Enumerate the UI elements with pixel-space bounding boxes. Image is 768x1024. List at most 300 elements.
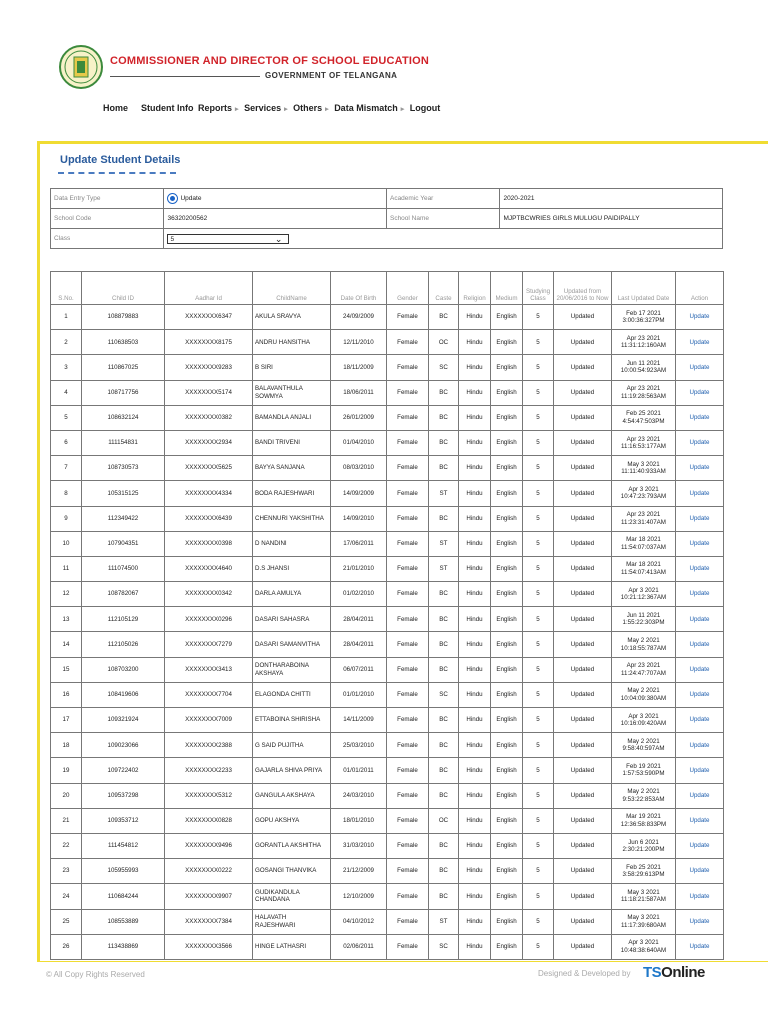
table-cell: Updated xyxy=(554,632,612,657)
table-cell: English xyxy=(491,531,523,556)
table-cell: SC xyxy=(429,355,459,380)
update-link[interactable]: Update xyxy=(676,783,724,808)
table-cell: XXXXXXXX0828 xyxy=(165,808,253,833)
table-cell: 110684244 xyxy=(82,884,165,909)
table-cell: English xyxy=(491,607,523,632)
child-name-cell: HALAVATH RAJESHWARI xyxy=(253,909,331,934)
org-title: COMMISSIONER AND DIRECTOR OF SCHOOL EDUCATION xyxy=(110,55,430,67)
table-cell: English xyxy=(491,758,523,783)
table-row xyxy=(51,859,724,884)
table-cell: 5 xyxy=(523,682,554,707)
table-cell: 111154831 xyxy=(82,430,165,455)
table-cell: Mar 19 2021 12:36:58:833PM xyxy=(612,808,676,833)
table-row xyxy=(51,632,724,657)
table-cell: English xyxy=(491,909,523,934)
table-cell: Female xyxy=(387,758,429,783)
table-cell: 08/03/2010 xyxy=(331,456,387,481)
class-select[interactable] xyxy=(167,234,289,244)
update-link[interactable]: Update xyxy=(676,657,724,682)
table-cell: 15 xyxy=(51,657,82,682)
table-cell: Updated xyxy=(554,380,612,405)
table-cell: ST xyxy=(429,909,459,934)
column-header: Last Updated Date xyxy=(612,272,676,305)
nav-logout[interactable]: Logout xyxy=(409,103,441,113)
table-cell: Feb 25 2021 4:54:47:503PM xyxy=(612,405,676,430)
table-cell: Updated xyxy=(554,783,612,808)
table-cell: Female xyxy=(387,859,429,884)
column-header: Date Of Birth xyxy=(331,272,387,305)
table-cell: Updated xyxy=(554,833,612,858)
table-cell: 25/03/2010 xyxy=(331,733,387,758)
table-cell: 5 xyxy=(523,531,554,556)
table-cell: 108730573 xyxy=(82,456,165,481)
table-cell: Updated xyxy=(554,733,612,758)
table-row xyxy=(51,582,724,607)
table-cell: BC xyxy=(429,430,459,455)
table-cell: English xyxy=(491,355,523,380)
table-row xyxy=(51,833,724,858)
table-cell: Updated xyxy=(554,859,612,884)
child-name-cell: G SAID PUJITHA xyxy=(253,733,331,758)
table-cell: 5 xyxy=(523,506,554,531)
table-cell: Female xyxy=(387,708,429,733)
child-name-cell: ELAGONDA CHITTI xyxy=(253,682,331,707)
column-header: Gender xyxy=(387,272,429,305)
column-header: S.No. xyxy=(51,272,82,305)
table-cell: Female xyxy=(387,909,429,934)
column-header: ChildName xyxy=(253,272,331,305)
table-cell: XXXXXXXX2233 xyxy=(165,758,253,783)
child-name-cell: GOSANGI THANVIKA xyxy=(253,859,331,884)
table-cell: XXXXXXXX0222 xyxy=(165,859,253,884)
table-cell: Hindu xyxy=(459,657,491,682)
table-cell: BC xyxy=(429,632,459,657)
nav-home[interactable]: Home xyxy=(103,103,129,113)
update-link[interactable]: Update xyxy=(676,733,724,758)
table-cell: BC xyxy=(429,783,459,808)
table-row xyxy=(51,430,724,455)
table-cell: English xyxy=(491,733,523,758)
class-select-value: 5 xyxy=(170,235,175,243)
table-cell: Updated xyxy=(554,531,612,556)
update-link[interactable]: Update xyxy=(676,909,724,934)
table-cell: Apr 3 2021 10:47:23:793AM xyxy=(612,481,676,506)
table-cell: English xyxy=(491,506,523,531)
table-cell: Feb 25 2021 3:58:29:613PM xyxy=(612,859,676,884)
table-cell: 24/03/2010 xyxy=(331,783,387,808)
table-cell: SC xyxy=(429,682,459,707)
filter-form xyxy=(50,188,723,249)
table-row xyxy=(51,909,724,934)
table-cell: English xyxy=(491,783,523,808)
table-cell: 14/11/2009 xyxy=(331,708,387,733)
table-cell: 21/01/2010 xyxy=(331,556,387,581)
table-cell: Updated xyxy=(554,884,612,909)
update-radio-label: Update xyxy=(180,195,202,203)
table-cell: 22 xyxy=(51,833,82,858)
table-cell: English xyxy=(491,808,523,833)
table-cell: English xyxy=(491,330,523,355)
nav-others[interactable]: Others xyxy=(293,103,323,113)
column-header: Aadhar Id xyxy=(165,272,253,305)
table-cell: Hindu xyxy=(459,405,491,430)
table-cell: 5 xyxy=(523,481,554,506)
child-name-cell: GAJARLA SHIVA PRIYA xyxy=(253,758,331,783)
table-cell: 111454812 xyxy=(82,833,165,858)
table-cell: Apr 23 2021 11:31:12:160AM xyxy=(612,330,676,355)
column-header: Medium xyxy=(491,272,523,305)
table-cell: Updated xyxy=(554,682,612,707)
table-cell: Female xyxy=(387,682,429,707)
table-cell: 12/11/2010 xyxy=(331,330,387,355)
tsonline-logo[interactable] xyxy=(643,964,705,981)
column-header: Action xyxy=(676,272,724,305)
child-name-cell: D NANDINI xyxy=(253,531,331,556)
table-cell: Female xyxy=(387,556,429,581)
column-header: Religion xyxy=(459,272,491,305)
update-link[interactable]: Update xyxy=(676,859,724,884)
table-cell: 5 xyxy=(523,632,554,657)
table-cell: 7 xyxy=(51,456,82,481)
table-cell: Female xyxy=(387,783,429,808)
table-cell: 01/04/2010 xyxy=(331,430,387,455)
copyright-text: © All Copy Rights Reserved xyxy=(46,970,145,979)
update-link[interactable]: Update xyxy=(676,506,724,531)
table-cell: 1 xyxy=(51,305,82,330)
caret-right-icon: ▸ xyxy=(284,106,288,113)
table-row xyxy=(51,380,724,405)
main-panel xyxy=(37,141,768,961)
update-link[interactable]: Update xyxy=(676,330,724,355)
table-cell: Female xyxy=(387,330,429,355)
column-header: Caste xyxy=(429,272,459,305)
table-cell: May 2 2021 9:58:40:597AM xyxy=(612,733,676,758)
child-name-cell: GOPU AKSHYA xyxy=(253,808,331,833)
table-cell: 112105026 xyxy=(82,632,165,657)
table-cell: Updated xyxy=(554,405,612,430)
column-header: Updated from 20/06/2016 to Now xyxy=(554,272,612,305)
update-link[interactable]: Update xyxy=(676,380,724,405)
table-row xyxy=(51,758,724,783)
table-cell: Female xyxy=(387,481,429,506)
table-cell: 12 xyxy=(51,582,82,607)
school-name-value: MJPTBCWRIES GIRLS MULUGU PAIDIPALLY xyxy=(500,209,723,229)
table-cell: Updated xyxy=(554,909,612,934)
table-cell: Female xyxy=(387,456,429,481)
table-cell: 13 xyxy=(51,607,82,632)
table-cell: Updated xyxy=(554,506,612,531)
table-cell: 16 xyxy=(51,682,82,707)
table-cell: 18/11/2009 xyxy=(331,355,387,380)
table-cell: Hindu xyxy=(459,330,491,355)
student-table-wrap xyxy=(50,271,723,960)
table-cell: XXXXXXXX0382 xyxy=(165,405,253,430)
table-cell: Hindu xyxy=(459,481,491,506)
table-cell: 18/01/2010 xyxy=(331,808,387,833)
table-cell: 14/09/2010 xyxy=(331,506,387,531)
table-cell: BC xyxy=(429,859,459,884)
table-cell: English xyxy=(491,456,523,481)
table-cell: 23 xyxy=(51,859,82,884)
update-link[interactable]: Update xyxy=(676,682,724,707)
table-cell: 9 xyxy=(51,506,82,531)
child-name-cell: BAMANDLA ANJALI xyxy=(253,405,331,430)
table-cell: English xyxy=(491,657,523,682)
table-cell: 17/06/2011 xyxy=(331,531,387,556)
table-cell: 5 xyxy=(523,833,554,858)
table-cell: XXXXXXXX0342 xyxy=(165,582,253,607)
table-cell: 5 xyxy=(523,783,554,808)
table-cell: Hindu xyxy=(459,531,491,556)
update-link[interactable]: Update xyxy=(676,430,724,455)
table-row xyxy=(51,506,724,531)
table-cell: XXXXXXXX2388 xyxy=(165,733,253,758)
table-cell: Hindu xyxy=(459,859,491,884)
column-header: Child ID xyxy=(82,272,165,305)
table-cell: SC xyxy=(429,934,459,959)
table-cell: Female xyxy=(387,506,429,531)
table-cell: 108419606 xyxy=(82,682,165,707)
table-cell: May 3 2021 11:17:39:680AM xyxy=(612,909,676,934)
table-cell: XXXXXXXX5625 xyxy=(165,456,253,481)
table-cell: ST xyxy=(429,531,459,556)
update-link[interactable]: Update xyxy=(676,833,724,858)
table-cell: 110638503 xyxy=(82,330,165,355)
update-link[interactable]: Update xyxy=(676,708,724,733)
table-cell: 26 xyxy=(51,934,82,959)
child-name-cell: AKULA SRAVYA xyxy=(253,305,331,330)
table-cell: XXXXXXXX7009 xyxy=(165,708,253,733)
table-cell: ST xyxy=(429,556,459,581)
child-name-cell: DASARI SAHASRA xyxy=(253,607,331,632)
nav-reports[interactable]: Reports xyxy=(198,103,233,113)
table-cell: Female xyxy=(387,884,429,909)
table-cell: English xyxy=(491,405,523,430)
nav-spacer xyxy=(134,106,136,113)
table-cell: Female xyxy=(387,405,429,430)
table-cell: Female xyxy=(387,657,429,682)
table-row xyxy=(51,682,724,707)
child-name-cell: GORANTLA AKSHITHA xyxy=(253,833,331,858)
caret-right-icon: ▸ xyxy=(235,106,239,113)
table-cell: 109722402 xyxy=(82,758,165,783)
child-name-cell: BANDI TRIVENI xyxy=(253,430,331,455)
child-name-cell: BAYYA SANJANA xyxy=(253,456,331,481)
table-cell: 105955993 xyxy=(82,859,165,884)
table-cell: Updated xyxy=(554,758,612,783)
table-cell: 25 xyxy=(51,909,82,934)
child-name-cell: D.S JHANSI xyxy=(253,556,331,581)
table-cell: Apr 23 2021 11:23:31:407AM xyxy=(612,506,676,531)
table-cell: Jun 11 2021 10:00:54:923AM xyxy=(612,355,676,380)
child-name-cell: DASARI SAMANVITHA xyxy=(253,632,331,657)
table-row xyxy=(51,531,724,556)
table-cell: Hindu xyxy=(459,506,491,531)
table-cell: 5 xyxy=(523,607,554,632)
table-cell: English xyxy=(491,884,523,909)
table-cell: 109023066 xyxy=(82,733,165,758)
table-cell: BC xyxy=(429,405,459,430)
footer-divider xyxy=(37,961,768,962)
table-cell: English xyxy=(491,859,523,884)
table-cell: Female xyxy=(387,808,429,833)
table-header-row xyxy=(51,272,724,305)
table-cell: Jun 11 2021 1:55:22:303PM xyxy=(612,607,676,632)
table-cell: Updated xyxy=(554,556,612,581)
table-cell: Hindu xyxy=(459,556,491,581)
table-cell: May 3 2021 11:11:40:933AM xyxy=(612,456,676,481)
table-cell: 112349422 xyxy=(82,506,165,531)
table-cell: 01/02/2010 xyxy=(331,582,387,607)
table-cell: 21 xyxy=(51,808,82,833)
table-cell: Apr 23 2021 11:16:53:177AM xyxy=(612,430,676,455)
table-cell: XXXXXXXX7704 xyxy=(165,682,253,707)
child-name-cell: BODA RAJESHWARI xyxy=(253,481,331,506)
table-cell: Hindu xyxy=(459,884,491,909)
table-cell: Updated xyxy=(554,330,612,355)
table-cell: XXXXXXXX5312 xyxy=(165,783,253,808)
table-cell: Hindu xyxy=(459,783,491,808)
column-header: Studying Class xyxy=(523,272,554,305)
table-cell: XXXXXXXX2934 xyxy=(165,430,253,455)
table-cell: 11 xyxy=(51,556,82,581)
table-cell: OC xyxy=(429,330,459,355)
data-entry-type-label: Data Entry Type xyxy=(51,189,164,209)
table-cell: XXXXXXXX3566 xyxy=(165,934,253,959)
table-cell: English xyxy=(491,682,523,707)
table-cell: 14/09/2009 xyxy=(331,481,387,506)
table-cell: English xyxy=(491,708,523,733)
table-cell: XXXXXXXX6347 xyxy=(165,305,253,330)
table-cell: Hindu xyxy=(459,456,491,481)
nav-student-info[interactable]: Student Info xyxy=(141,103,194,113)
student-table xyxy=(50,271,724,960)
table-row xyxy=(51,607,724,632)
table-cell: 10 xyxy=(51,531,82,556)
chevron-down-icon: ⌄ xyxy=(274,233,283,244)
table-cell: 17 xyxy=(51,708,82,733)
table-cell: 112105129 xyxy=(82,607,165,632)
table-cell: May 3 2021 11:18:21:587AM xyxy=(612,884,676,909)
update-link[interactable]: Update xyxy=(676,481,724,506)
table-cell: 109321924 xyxy=(82,708,165,733)
update-link[interactable]: Update xyxy=(676,632,724,657)
table-cell: 5 xyxy=(523,708,554,733)
table-cell: XXXXXXXX9283 xyxy=(165,355,253,380)
table-cell: Hindu xyxy=(459,682,491,707)
table-cell: 04/10/2012 xyxy=(331,909,387,934)
table-cell: OC xyxy=(429,808,459,833)
table-cell: 5 xyxy=(523,733,554,758)
table-cell: Feb 17 2021 3:00:36:327PM xyxy=(612,305,676,330)
table-cell: BC xyxy=(429,657,459,682)
child-name-cell: B SIRI xyxy=(253,355,331,380)
table-cell: BC xyxy=(429,506,459,531)
table-cell: 108879883 xyxy=(82,305,165,330)
table-cell: 108553889 xyxy=(82,909,165,934)
table-cell: Female xyxy=(387,380,429,405)
table-cell: Updated xyxy=(554,934,612,959)
brand-prefix: TS xyxy=(643,964,662,981)
table-cell: Hindu xyxy=(459,733,491,758)
table-cell: Female xyxy=(387,733,429,758)
table-cell: 5 xyxy=(523,758,554,783)
table-cell: Apr 23 2021 11:19:28:563AM xyxy=(612,380,676,405)
update-link[interactable]: Update xyxy=(676,405,724,430)
update-link[interactable]: Update xyxy=(676,808,724,833)
table-cell: Hindu xyxy=(459,909,491,934)
update-link[interactable]: Update xyxy=(676,582,724,607)
update-link[interactable]: Update xyxy=(676,355,724,380)
table-cell: 8 xyxy=(51,481,82,506)
table-cell: Hindu xyxy=(459,708,491,733)
table-cell: Hindu xyxy=(459,430,491,455)
table-cell: 19 xyxy=(51,758,82,783)
update-link[interactable]: Update xyxy=(676,305,724,330)
nav-services[interactable]: Services xyxy=(244,103,282,113)
update-link[interactable]: Update xyxy=(676,607,724,632)
table-cell: Updated xyxy=(554,430,612,455)
table-cell: XXXXXXXX9496 xyxy=(165,833,253,858)
table-row xyxy=(51,305,724,330)
table-cell: BC xyxy=(429,758,459,783)
update-link[interactable]: Update xyxy=(676,758,724,783)
table-cell: Hindu xyxy=(459,305,491,330)
update-link[interactable]: Update xyxy=(676,884,724,909)
table-cell: Hindu xyxy=(459,632,491,657)
academic-year-value: 2020-2021 xyxy=(500,189,723,209)
child-name-cell: GUDIKANDULA CHANDANA xyxy=(253,884,331,909)
academic-year-label: Academic Year xyxy=(386,189,499,209)
update-link[interactable]: Update xyxy=(676,531,724,556)
table-cell: BC xyxy=(429,305,459,330)
table-row xyxy=(51,355,724,380)
table-cell: English xyxy=(491,481,523,506)
child-name-cell: ANDRU HANSITHA xyxy=(253,330,331,355)
table-row xyxy=(51,934,724,959)
update-radio[interactable] xyxy=(167,193,178,204)
table-cell: XXXXXXXX9907 xyxy=(165,884,253,909)
update-link[interactable]: Update xyxy=(676,556,724,581)
table-cell: BC xyxy=(429,582,459,607)
update-link[interactable]: Update xyxy=(676,934,724,959)
update-link[interactable]: Update xyxy=(676,456,724,481)
table-cell: 02/06/2011 xyxy=(331,934,387,959)
nav-data-mismatch[interactable]: Data Mismatch xyxy=(334,103,398,113)
table-cell: Female xyxy=(387,934,429,959)
table-cell: 18 xyxy=(51,733,82,758)
table-cell: ST xyxy=(429,481,459,506)
table-cell: May 2 2021 10:18:55:787AM xyxy=(612,632,676,657)
table-cell: XXXXXXXX5174 xyxy=(165,380,253,405)
table-cell: Updated xyxy=(554,607,612,632)
table-cell: 107904351 xyxy=(82,531,165,556)
table-cell: 5 xyxy=(523,884,554,909)
table-cell: 5 xyxy=(523,330,554,355)
table-cell: 105315125 xyxy=(82,481,165,506)
table-cell: BC xyxy=(429,733,459,758)
class-cell xyxy=(164,229,723,249)
table-cell: Updated xyxy=(554,808,612,833)
table-cell: 24 xyxy=(51,884,82,909)
table-cell: BC xyxy=(429,884,459,909)
table-cell: 108782067 xyxy=(82,582,165,607)
table-row xyxy=(51,405,724,430)
table-cell: English xyxy=(491,934,523,959)
table-cell: 108717756 xyxy=(82,380,165,405)
table-cell: 26/01/2009 xyxy=(331,405,387,430)
table-cell: XXXXXXXX4334 xyxy=(165,481,253,506)
